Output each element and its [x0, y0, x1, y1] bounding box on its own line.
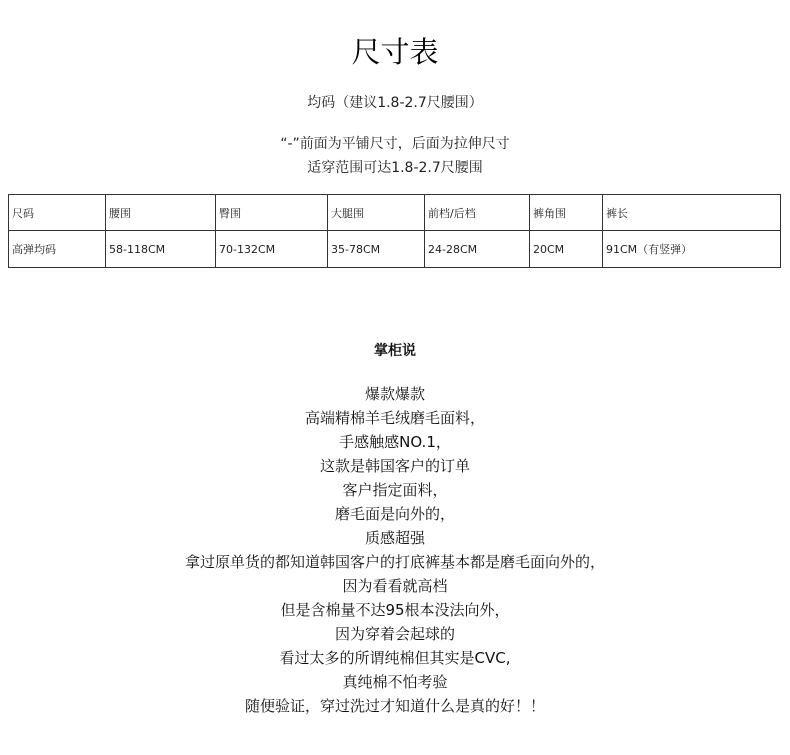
- description-line: 客户指定面料，: [342, 481, 448, 499]
- header-size: 尺码: [9, 195, 106, 231]
- description-line: 手感触感NO.1，: [339, 433, 451, 451]
- description-line: 因为看看就高档: [342, 577, 448, 595]
- description-line: 随便验证，穿过洗过才知道什么是真的好！！: [244, 697, 545, 715]
- cell-leg-opening: 20CM: [530, 231, 603, 268]
- header-hip: 臀围: [216, 195, 328, 231]
- cell-thigh: 35-78CM: [328, 231, 425, 268]
- description-line: 高端精棉羊毛绒磨毛面料，: [304, 409, 485, 427]
- table-header-row: [9, 195, 781, 231]
- header-thigh: 大腿围: [328, 195, 425, 231]
- description-line: 真纯棉不怕考验: [342, 673, 448, 691]
- cell-length: 91CM（有竖弹）: [603, 231, 781, 268]
- table-row: [9, 231, 781, 268]
- size-table: [8, 194, 781, 268]
- section-title: 掌柜说: [374, 343, 416, 359]
- header-waist: 腰围: [106, 195, 216, 231]
- description-line: 这款是韩国客户的订单: [319, 457, 470, 475]
- page-title: 尺寸表: [351, 35, 439, 69]
- header-leg-opening: 裤角围: [530, 195, 603, 231]
- description-line: 质感超强: [364, 529, 425, 547]
- cell-hip: 70-132CM: [216, 231, 328, 268]
- description-line: 爆款爆款: [364, 385, 425, 403]
- measure-note: “-”前面为平铺尺寸，后面为拉伸尺寸: [280, 136, 510, 152]
- description-line: 看过太多的所谓纯棉但其实是CVC,: [279, 649, 511, 667]
- description-line: 因为穿着会起球的: [334, 625, 455, 643]
- size-note: 均码（建议1.8-2.7尺腰围）: [307, 95, 483, 111]
- header-rise: 前档/后档: [425, 195, 530, 231]
- description-line: 但是含棉量不达95根本没法向外，: [280, 601, 510, 619]
- description-line: 拿过原单货的都知道韩国客户的打底裤基本都是磨毛面向外的，: [184, 553, 605, 571]
- description-line: 磨毛面是向外的，: [334, 505, 455, 523]
- cell-waist: 58-118CM: [106, 231, 216, 268]
- cell-rise: 24-28CM: [425, 231, 530, 268]
- fit-note: 适穿范围可达1.8-2.7尺腰围: [307, 160, 483, 176]
- description-list: [0, 382, 790, 718]
- cell-size: 高弹均码: [9, 231, 106, 268]
- header-length: 裤长: [603, 195, 781, 231]
